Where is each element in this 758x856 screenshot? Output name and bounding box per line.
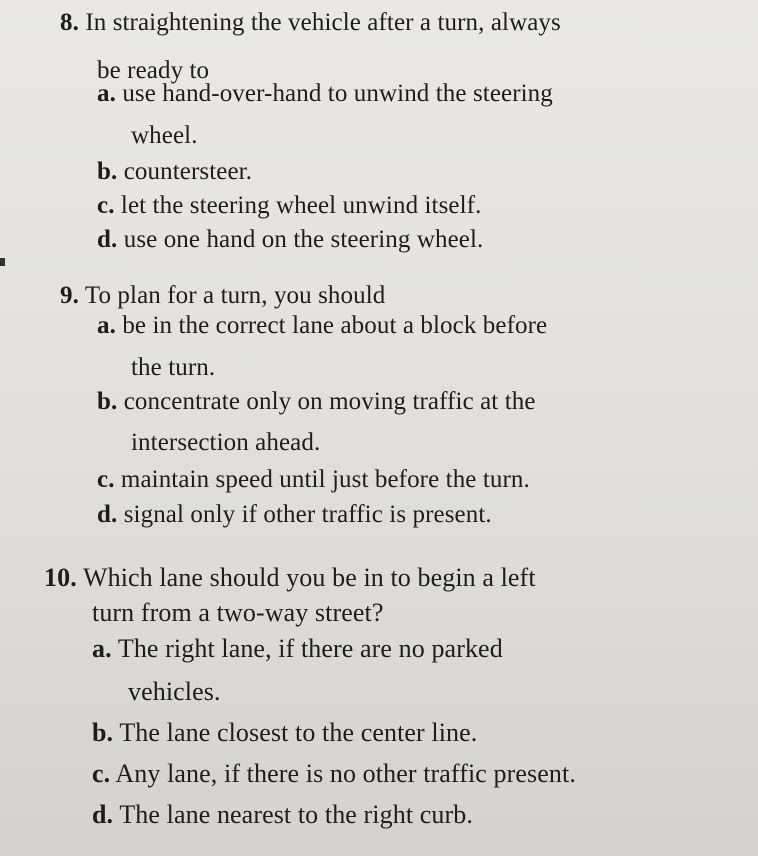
option-text: The right lane, if there are no parked	[117, 634, 503, 663]
option-text: be in the correct lane about a block before	[122, 312, 548, 339]
question-9-stem-line-1	[60, 281, 385, 311]
option-text: The lane nearest to the right curb.	[119, 800, 473, 829]
option-text: signal only if other traffic is present.	[123, 501, 492, 528]
option-9c[interactable]	[97, 465, 530, 495]
option-10b[interactable]	[92, 718, 477, 748]
option-text: the turn.	[131, 354, 216, 381]
option-8b[interactable]	[97, 157, 252, 187]
option-letter: c.	[97, 466, 115, 493]
option-8a[interactable]	[97, 79, 553, 109]
option-letter: c.	[92, 759, 111, 788]
option-10c[interactable]	[92, 759, 576, 789]
option-text: use one hand on the steering wheel.	[123, 226, 484, 253]
question-number: 9.	[60, 282, 79, 309]
option-8c[interactable]	[97, 191, 481, 221]
option-9b[interactable]	[97, 387, 536, 417]
question-stem-text: To plan for a turn, you should	[84, 282, 386, 309]
option-text: maintain speed until just before the turn.	[120, 466, 530, 493]
option-letter: a.	[97, 312, 116, 339]
option-10d[interactable]	[92, 800, 473, 830]
margin-mark	[0, 258, 5, 266]
question-stem-text: turn from a two-way street?	[92, 598, 384, 627]
question-10-stem-line-1	[44, 563, 536, 593]
option-text: The lane closest to the center line.	[119, 718, 478, 747]
question-stem-text: be ready to	[97, 57, 210, 84]
question-stem-text: In straightening the vehicle after a turn, always	[85, 9, 561, 36]
option-letter: a.	[92, 634, 112, 663]
option-9a[interactable]	[97, 311, 547, 341]
option-letter: c.	[97, 192, 115, 219]
option-text: wheel.	[131, 122, 198, 149]
option-text: let the steering wheel unwind itself.	[120, 192, 482, 219]
option-text: vehicles.	[128, 677, 221, 706]
option-letter: b.	[92, 718, 114, 747]
question-8-stem-line-1	[60, 8, 561, 38]
option-letter: d.	[92, 800, 114, 829]
option-text: countersteer.	[123, 158, 253, 185]
option-10a[interactable]	[92, 634, 503, 664]
option-text: concentrate only on moving traffic at the	[123, 388, 536, 415]
question-stem-text: Which lane should you be in to begin a left	[82, 563, 536, 592]
question-number: 8.	[60, 9, 79, 36]
option-letter: b.	[97, 158, 118, 185]
option-8d[interactable]	[97, 225, 483, 255]
question-number: 10.	[44, 563, 77, 592]
option-text: intersection ahead.	[131, 429, 321, 456]
option-letter: a.	[97, 80, 116, 107]
option-letter: d.	[97, 226, 118, 253]
option-letter: b.	[97, 388, 118, 415]
option-text: Any lane, if there is no other traffic present.	[115, 759, 576, 788]
option-text: use hand-over-hand to unwind the steering	[122, 80, 553, 107]
option-letter: d.	[97, 501, 118, 528]
option-9d[interactable]	[97, 500, 492, 530]
